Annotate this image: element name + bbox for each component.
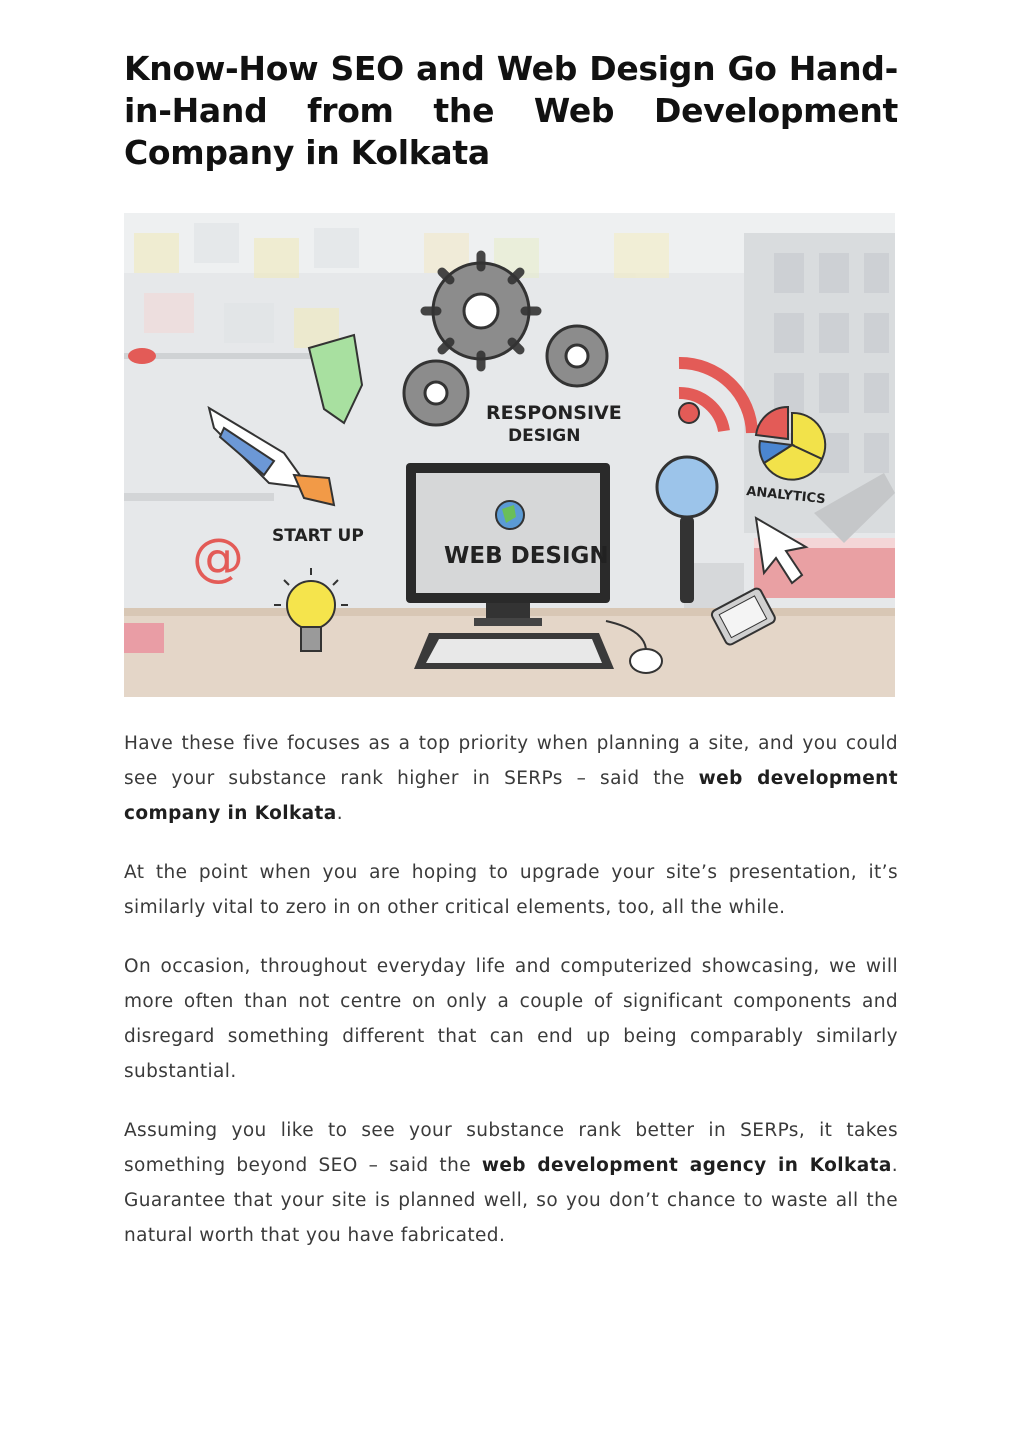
start-up-label: START UP [272, 526, 364, 546]
paragraph-4-link: web development agency in Kolkata [481, 1155, 892, 1176]
paragraph-1-text: Have these five focuses as a top priority when planning a site, and you could see your substance rank higher in SERPs – said the [124, 733, 898, 789]
paragraph-4 [124, 1113, 898, 1253]
paragraph-2: At the point when you are hoping to upgrade your site’s presentation, it’s similarly vital to zero in on other critical elements, too, all the while. [124, 862, 898, 918]
web-design-label: WEB DESIGN [444, 543, 609, 569]
design-label: DESIGN [508, 426, 581, 446]
paragraph-3: On occasion, throughout everyday life and computerized showcasing, we will more often than not centre on only a couple of significant components and disregard something different that can end up being comparably similarly substantial. [124, 956, 898, 1082]
keyboard-icon [414, 633, 614, 669]
paragraph-1 [124, 726, 898, 831]
paragraph-4-end: . Guarantee that your site is planned well, so you don’t chance to waste all the natural worth that you have fabricated. [124, 1155, 899, 1246]
article-title: Know-How SEO and Web Design Go Hand-in-Hand from the Web Development Company in Kolkata [124, 49, 898, 172]
paragraph-1-link: web development company in Kolkata [124, 768, 898, 824]
responsive-label: RESPONSIVE [486, 402, 622, 424]
hero-illustration [124, 213, 895, 697]
at-sign-icon: @ [192, 528, 244, 588]
paragraph-4-text: Assuming you like to see your substance rank better in SERPs, it takes something beyond SEO – said the [124, 1120, 898, 1176]
paragraph-1-end: . [336, 803, 343, 824]
analytics-label: ANALYTICS [745, 484, 827, 508]
article-body [124, 726, 898, 1277]
